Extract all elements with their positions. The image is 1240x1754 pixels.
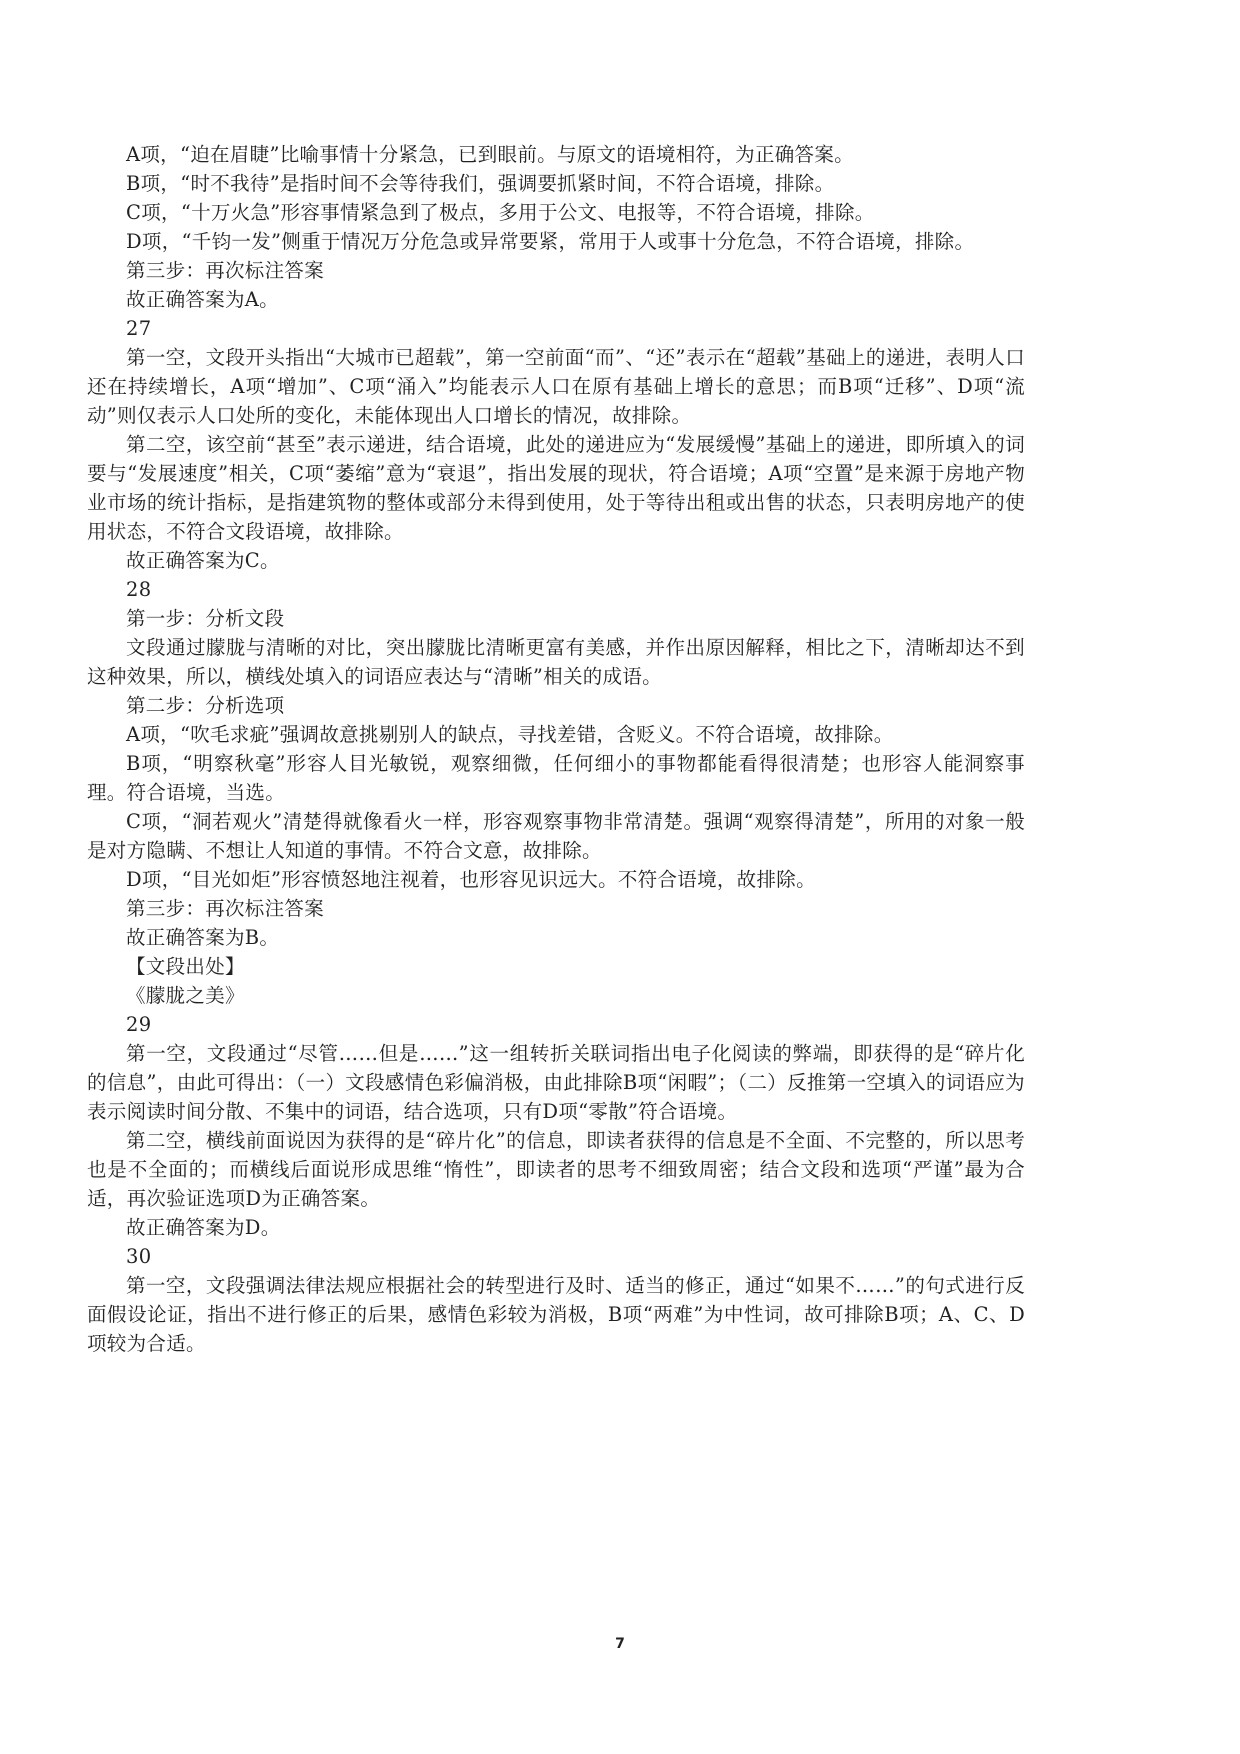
source-title: 《朦胧之美》 bbox=[126, 984, 245, 1007]
source-heading: 【文段出处】 bbox=[126, 955, 245, 978]
question-number: 28 bbox=[126, 578, 152, 601]
blank-one-analysis: 第一空，文段开头指出“大城市已超载”，第一空前面“而”、“还”表示在“超载”基础上的递进，表明人口还在持续增长，A项“增加”、C项“涌入”均能表示人口在原有基础上增长的意思；而B项“迁移”、D项“流动”则仅表示人口处所的变化，未能体现出人口增长的情况，故排除。 bbox=[87, 346, 1025, 427]
answer-line: 故正确答案为B。 bbox=[126, 926, 280, 949]
question-number: 30 bbox=[126, 1245, 152, 1268]
blank-one-analysis: 第一空，文段强调法律法规应根据社会的转型进行及时、适当的修正，通过“如果不……”的句式进行反面假设论证，指出不进行修正的后果，感情色彩较为消极，B项“两难”为中性词，故可排除B项；A、C、D项较为合适。 bbox=[87, 1274, 1025, 1355]
page-number: 7 bbox=[615, 1636, 625, 1652]
blank-two-analysis: 第二空，该空前“甚至”表示递进，结合语境，此处的递进应为“发展缓慢”基础上的递进，即所填入的词要与“发展速度”相关，C项“萎缩”意为“衰退”，指出发展的现状，符合语境；A项“空置”是来源于房地产物业市场的统计指标，是指建筑物的整体或部分未得到使用，处于等待出租或出售的状态，只表明房地产的使用状态，不符合文段语境，故排除。 bbox=[87, 433, 1025, 543]
passage-analysis: 文段通过朦胧与清晰的对比，突出朦胧比清晰更富有美感，并作出原因解释，相比之下，清晰却达不到这种效果，所以，横线处填入的词语应表达与“清晰”相关的成语。 bbox=[87, 636, 1025, 688]
step-heading: 第三步：再次标注答案 bbox=[126, 259, 325, 282]
question-number: 27 bbox=[126, 317, 152, 340]
step-heading: 第一步：分析文段 bbox=[126, 607, 285, 630]
answer-line: 故正确答案为C。 bbox=[126, 549, 280, 572]
option-d-analysis: D项，“千钧一发”侧重于情况万分危急或异常要紧，常用于人或事十分危急，不符合语境，排除。 bbox=[126, 230, 975, 253]
option-c-analysis: C项，“十万火急”形容事情紧急到了极点，多用于公文、电报等，不符合语境，排除。 bbox=[126, 201, 875, 224]
answer-line: 故正确答案为D。 bbox=[126, 1216, 281, 1239]
option-d-analysis: D项，“目光如炬”形容愤怒地注视着，也形容见识远大。不符合语境，故排除。 bbox=[126, 868, 816, 891]
blank-one-analysis: 第一空，文段通过“尽管……但是……”这一组转折关联词指出电子化阅读的弊端，即获得的是“碎片化的信息”，由此可得出：（一）文段感情色彩偏消极，由此排除B项“闲暇”；（二）反推第一空填入的词语应为表示阅读时间分散、不集中的词语，结合选项，只有D项“零散”符合语境。 bbox=[87, 1042, 1025, 1123]
option-c-analysis: C项，“洞若观火”清楚得就像看火一样，形容观察事物非常清楚。强调“观察得清楚”，所用的对象一般是对方隐瞒、不想让人知道的事情。不符合文意，故排除。 bbox=[87, 810, 1025, 862]
question-number: 29 bbox=[126, 1013, 152, 1036]
answer-line: 故正确答案为A。 bbox=[126, 288, 279, 311]
step-heading: 第三步：再次标注答案 bbox=[126, 897, 325, 920]
option-a-analysis: A项，“迫在眉睫”比喻事情十分紧急，已到眼前。与原文的语境相符，为正确答案。 bbox=[126, 143, 854, 166]
option-b-analysis: B项，“明察秋毫”形容人目光敏锐，观察细微，任何细小的事物都能看得很清楚；也形容人能洞察事理。符合语境，当选。 bbox=[87, 752, 1025, 804]
blank-two-analysis: 第二空，横线前面说因为获得的是“碎片化”的信息，即读者获得的信息是不全面、不完整的，所以思考也是不全面的；而横线后面说形成思维“惰性”，即读者的思考不细致周密；结合文段和选项“严谨”最为合适，再次验证选项D为正确答案。 bbox=[87, 1129, 1025, 1210]
option-a-analysis: A项，“吹毛求疵”强调故意挑剔别人的缺点，寻找差错，含贬义。不符合语境，故排除。 bbox=[126, 723, 894, 746]
step-heading: 第二步：分析选项 bbox=[126, 694, 285, 717]
option-b-analysis: B项，“时不我待”是指时间不会等待我们，强调要抓紧时间，不符合语境，排除。 bbox=[126, 172, 835, 195]
document-body bbox=[87, 140, 1025, 1358]
